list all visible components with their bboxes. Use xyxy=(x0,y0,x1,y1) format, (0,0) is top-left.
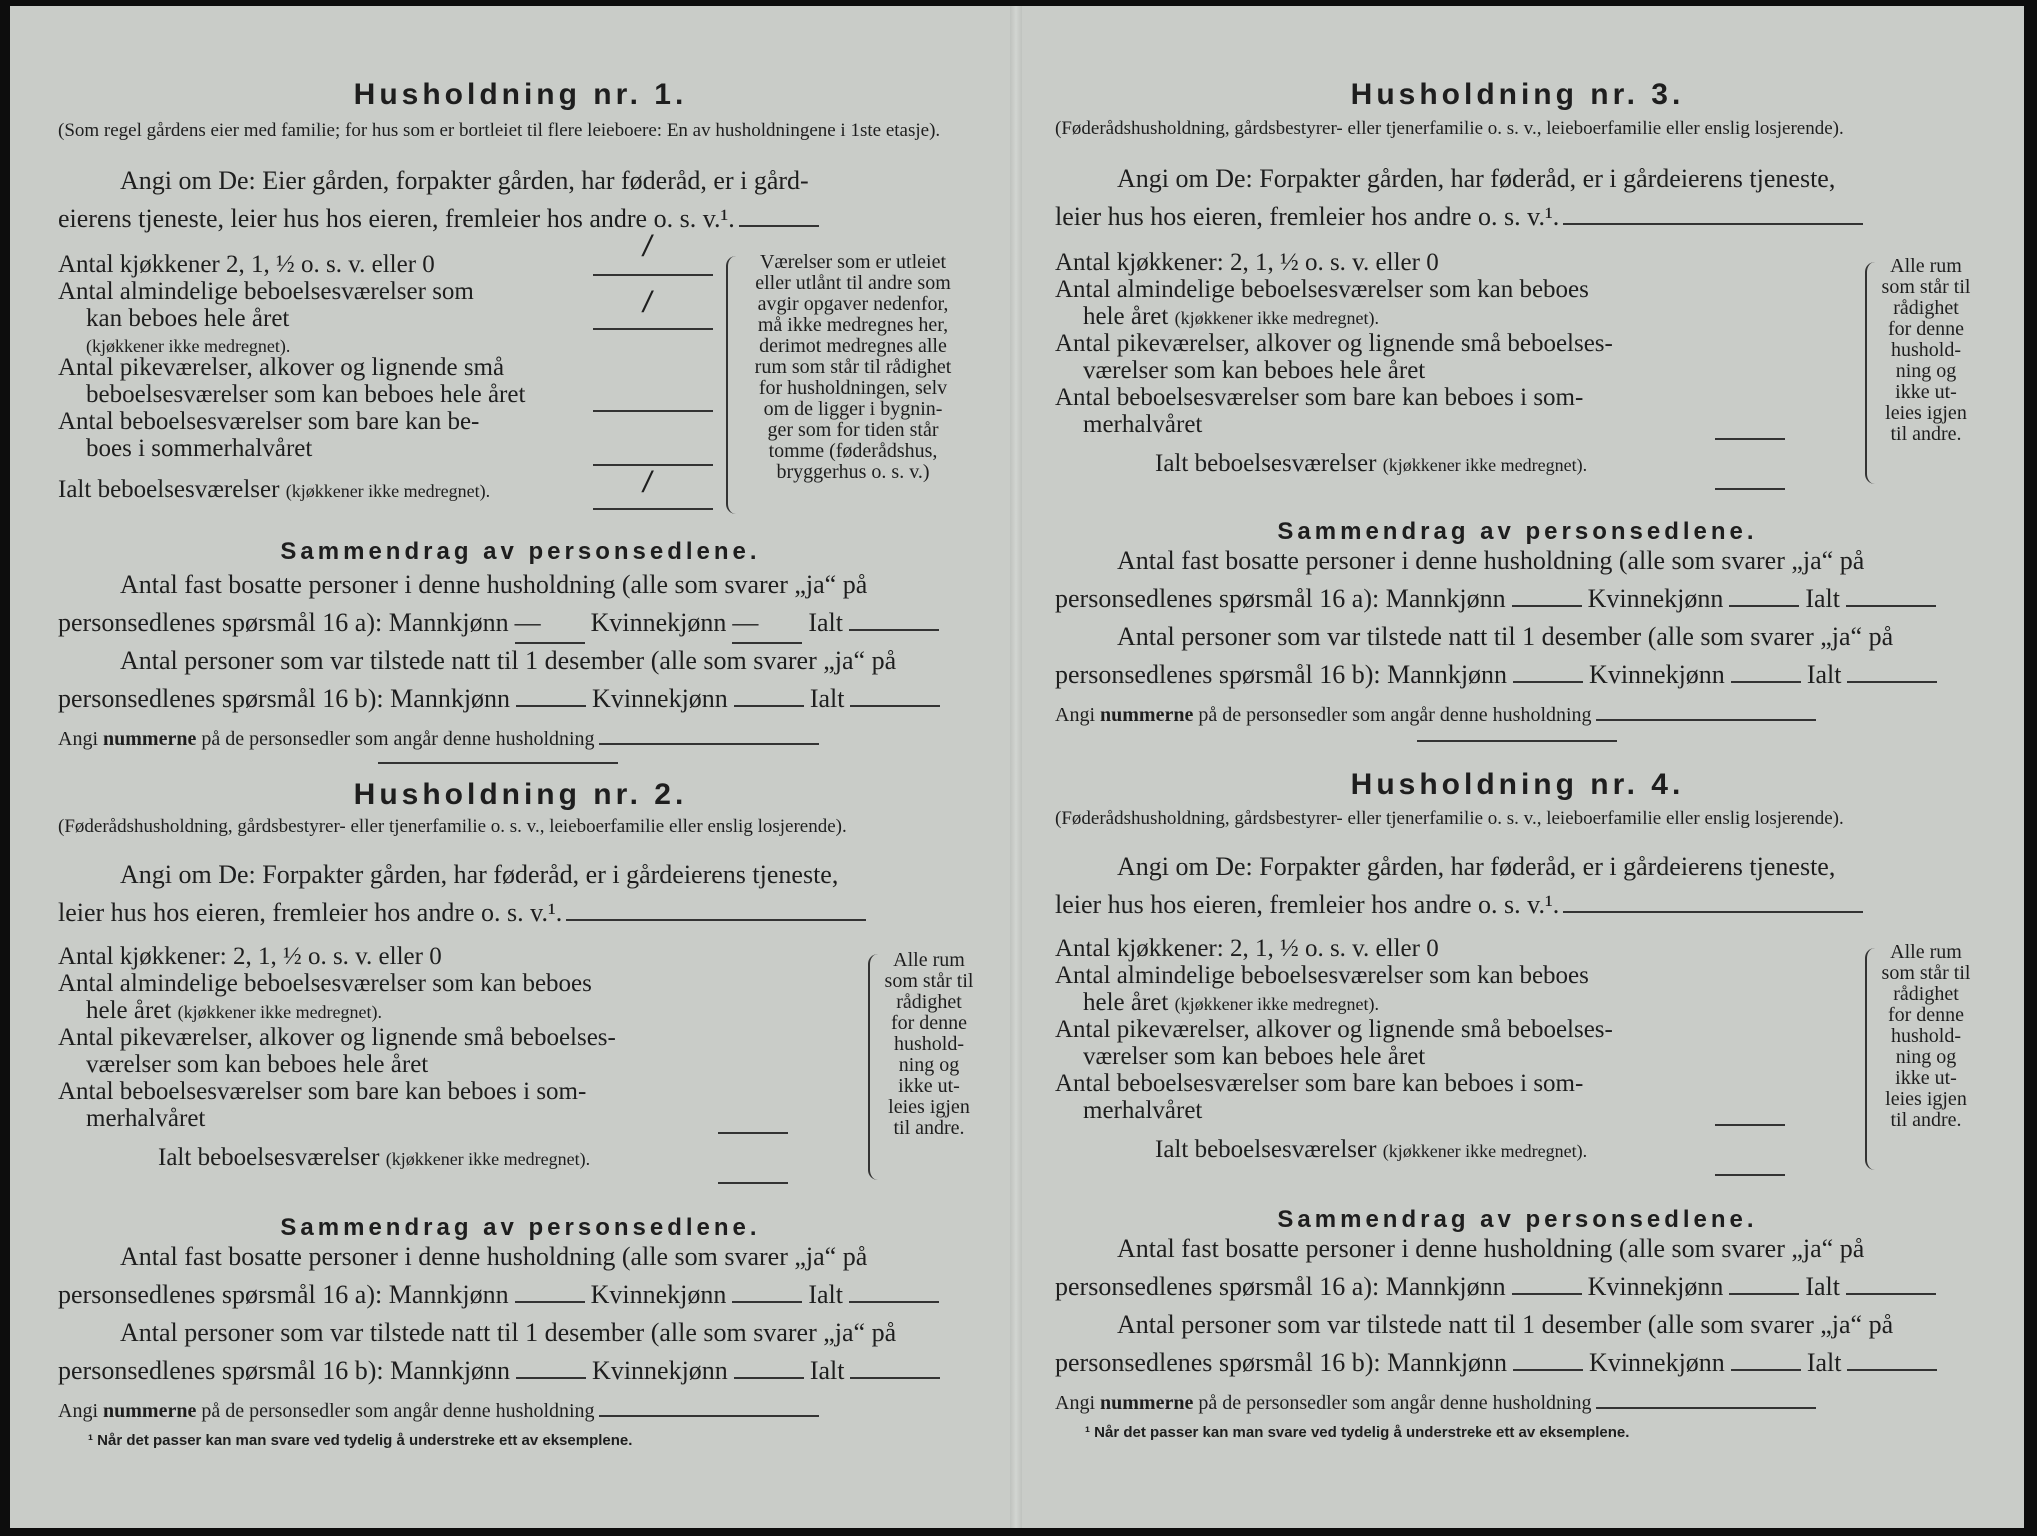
hh1-summary-title: Sammendrag av personsedlene. xyxy=(280,538,761,565)
hh1-title: Husholdning nr. 1. xyxy=(353,78,688,111)
hh4-summer-rooms-field[interactable] xyxy=(1715,1124,1785,1126)
hh4-a-total[interactable] xyxy=(1846,1293,1936,1295)
hh1-b-male[interactable] xyxy=(516,705,586,707)
hh2-b-female[interactable] xyxy=(734,1377,804,1379)
census-sheet xyxy=(10,6,2024,1528)
hh2-summary-title: Sammendrag av personsedlene. xyxy=(280,1214,761,1241)
hh3-b-total[interactable] xyxy=(1847,681,1937,683)
hh2-numbers-field[interactable] xyxy=(599,1413,819,1417)
hh2-summer-rooms-field[interactable] xyxy=(718,1132,788,1134)
hh4-summary-title: Sammendrag av personsedlene. xyxy=(1277,1206,1758,1233)
hh1-maid-rooms-label: Antal pikeværelser, alkover og lignende små xyxy=(58,354,505,381)
hh3-title: Husholdning nr. 3. xyxy=(1350,78,1685,111)
hh3-rooms: Antal kjøkkener: 2, 1, ½ o. s. v. eller 0 Antal almindelige beboelsesværelser som kan beboes hele året (kjøkkener ikke medregnet). Antal pikeværelser, alkover og lignende små beboelses- værelser som kan beboes hele året Antal beboelsesværelser som bare kan beboes i som- merhalvåret Ialt beboelsesværelser (kjøkkener ikke medregnet). xyxy=(1055,250,1695,478)
hh4-total-rooms-field[interactable] xyxy=(1715,1174,1785,1176)
hh1-ordinary-rooms-value: / xyxy=(643,286,652,319)
hh1-ordinary-rooms-label-cont: kan beboes hele året xyxy=(86,305,290,332)
hh4-summer-rooms-label: Antal beboelsesværelser som bare kan beboes i som- xyxy=(1055,1070,1584,1097)
hh1-numbers-line: Angi nummerne på de personsedler som angår denne husholdning xyxy=(58,728,819,751)
hh2-numbers-line: Angi nummerne på de personsedler som angår denne husholdning xyxy=(58,1400,819,1423)
hh2-total-rooms-field[interactable] xyxy=(718,1182,788,1184)
hh3-angi-blank[interactable] xyxy=(1563,221,1863,225)
hh2-kitchens-label: Antal kjøkkener: 2, 1, ½ o. s. v. eller 0 xyxy=(58,943,442,970)
hh3-a-total[interactable] xyxy=(1846,605,1936,607)
hh2-summary-a: Antal fast bosatte personer i denne husholdning (alle som svarer „ja“ på personsedlenes spørsmål 16 a): Mannkjønn Kvinnekjønn Ialt xyxy=(58,1238,983,1314)
center-fold xyxy=(1010,6,1022,1528)
hh2-a-total[interactable] xyxy=(849,1301,939,1303)
right-page xyxy=(1055,6,1971,1516)
hh2-rooms: Antal kjøkkener: 2, 1, ½ o. s. v. eller 0 Antal almindelige beboelsesværelser som kan beboes hele året (kjøkkener ikke medregnet). Antal pikeværelser, alkover og lignende små beboelses- værelser som kan beboes hele året Antal beboelsesværelser som bare kan beboes i som- merhalvåret Ialt beboelsesværelser (kjøkkener ikke medregnet). xyxy=(58,944,698,1172)
hh3-summary-b: Antal personer som var tilstede natt til 1 desember (alle som svarer „ja“ på personsedlenes spørsmål 16 b): Mannkjønn Kvinnekjønn Ialt xyxy=(1055,618,1980,694)
hh3-maid-rooms-label: Antal pikeværelser, alkover og lignende små beboelses- xyxy=(1055,330,1613,357)
hh1-a-male[interactable]: — xyxy=(515,604,585,644)
hh4-b-male[interactable] xyxy=(1513,1369,1583,1371)
hh2-title: Husholdning nr. 2. xyxy=(353,778,688,811)
hh2-a-female[interactable] xyxy=(732,1301,802,1303)
hh1-numbers-field[interactable] xyxy=(599,741,819,745)
hh3-angi: Angi om De: Forpakter gården, har føderåd, er i gårdeierens tjeneste, leier hus hos eieren, fremleier hos andre o. s. v.¹. xyxy=(1055,160,1980,236)
hh4-b-female[interactable] xyxy=(1731,1369,1801,1371)
hh4-summary-a: Antal fast bosatte personer i denne husholdning (alle som svarer „ja“ på personsedlenes spørsmål 16 a): Mannkjønn Kvinnekjønn Ialt xyxy=(1055,1230,1980,1306)
hh4-kitchens-label: Antal kjøkkener: 2, 1, ½ o. s. v. eller 0 xyxy=(1055,935,1439,962)
hh1-note: (Som regel gårdens eier med familie; for hus som er bortleiet til flere leieboere: En av husholdningene i 1ste etasje). xyxy=(58,120,941,141)
hh4-side-note: Alle rum som står til rådighet for denne hushold- ning og ikke ut- leies igjen til andre. xyxy=(1881,941,1971,1131)
hh1-brace xyxy=(726,256,738,514)
hh4-b-total[interactable] xyxy=(1847,1369,1937,1371)
hh4-angi-blank[interactable] xyxy=(1563,909,1863,913)
hh1-kitchens-field[interactable] xyxy=(593,274,713,276)
hh3-numbers-field[interactable] xyxy=(1596,717,1816,721)
hh1-summary-b: Antal personer som var tilstede natt til 1 desember (alle som svarer „ja“ på personsedlenes spørsmål 16 b): Mannkjønn Kvinnekjønn Ialt xyxy=(58,642,983,718)
hh1-rooms xyxy=(58,252,698,504)
hh1-ordinary-rooms-field[interactable] xyxy=(593,328,713,330)
hh4-numbers-field[interactable] xyxy=(1596,1405,1816,1409)
hh1-total-rooms-note: (kjøkkener ikke medregnet). xyxy=(285,481,491,501)
hh1-side-note: Værelser som er utleiet eller utlånt til andre som avgir opgaver nedenfor, må ikke medregnes her, derimot medregnes alle rum som står til rådighet for husholdningen, selv om de ligger i bygnin- ger som for tiden står tomme (føderådshus, bryggerhus o. s. v.) xyxy=(754,251,952,483)
hh1-angi-line1: Angi om De: Eier gården, forpakter gården, har føderåd, er i gård- xyxy=(120,166,809,195)
hh1-maid-rooms-label-cont: beboelsesværelser som kan beboes hele året xyxy=(86,381,526,408)
hh3-b-male[interactable] xyxy=(1513,681,1583,683)
hh1-summer-rooms-label: Antal beboelsesværelser som bare kan be- xyxy=(58,408,480,435)
hh3-a-female[interactable] xyxy=(1729,605,1799,607)
hh2-b-male[interactable] xyxy=(516,1377,586,1379)
footnote-left: ¹ Når det passer kan man svare ved tydelig å understreke ett av eksemplene. xyxy=(88,1432,633,1449)
hh2-ordinary-rooms-label: Antal almindelige beboelsesværelser som kan beboes xyxy=(58,970,592,997)
hh3-summer-rooms-field[interactable] xyxy=(1715,438,1785,440)
hh1-ordinary-rooms-label: Antal almindelige beboelsesværelser som xyxy=(58,278,474,305)
left-page xyxy=(58,6,974,1516)
hh1-summer-rooms-field[interactable] xyxy=(593,464,713,466)
hh1-total-rooms-field[interactable] xyxy=(593,508,713,510)
hh1-total-rooms-label: Ialt beboelsesværelser xyxy=(58,476,280,503)
hh4-rooms: Antal kjøkkener: 2, 1, ½ o. s. v. eller 0 Antal almindelige beboelsesværelser som kan beboes hele året (kjøkkener ikke medregnet). Antal pikeværelser, alkover og lignende små beboelses- værelser som kan beboes hele året Antal beboelsesværelser som bare kan beboes i som- merhalvåret Ialt beboelsesværelser (kjøkkener ikke medregnet). xyxy=(1055,936,1695,1164)
hh1-b-female[interactable] xyxy=(734,705,804,707)
hh3-a-male[interactable] xyxy=(1512,605,1582,607)
hh4-a-female[interactable] xyxy=(1729,1293,1799,1295)
hh1-total-rooms-value: / xyxy=(643,466,652,499)
hh1-a-total[interactable] xyxy=(849,629,939,631)
hh1-b-total[interactable] xyxy=(850,705,940,707)
hh4-ordinary-rooms-label: Antal almindelige beboelsesværelser som kan beboes xyxy=(1055,962,1589,989)
hh3-numbers-line: Angi nummerne på de personsedler som angår denne husholdning xyxy=(1055,704,1816,727)
hh4-a-male[interactable] xyxy=(1512,1293,1582,1295)
hh4-maid-rooms-label: Antal pikeværelser, alkover og lignende små beboelses- xyxy=(1055,1016,1613,1043)
hh2-angi: Angi om De: Forpakter gården, har føderåd, er i gårdeierens tjeneste, leier hus hos eieren, fremleier hos andre o. s. v.¹. xyxy=(58,856,983,932)
hh3-b-female[interactable] xyxy=(1731,681,1801,683)
hh4-angi: Angi om De: Forpakter gården, har føderåd, er i gårdeierens tjeneste, leier hus hos eieren, fremleier hos andre o. s. v.¹. xyxy=(1055,848,1980,924)
hh1-angi xyxy=(58,162,983,238)
hh3-summary-title: Sammendrag av personsedlene. xyxy=(1277,518,1758,545)
hh1-angi-line2: eierens tjeneste, leier hus hos eieren, fremleier hos andre o. s. v.¹. xyxy=(58,204,735,233)
hh1-kitchens-label: Antal kjøkkener 2, 1, ½ o. s. v. eller 0 xyxy=(58,251,435,278)
hh2-summary-b: Antal personer som var tilstede natt til 1 desember (alle som svarer „ja“ på personsedlenes spørsmål 16 b): Mannkjønn Kvinnekjønn Ialt xyxy=(58,1314,983,1390)
hh2-note: (Føderådshusholdning, gårdsbestyrer- eller tjenerfamilie o. s. v., leieboerfamilie eller enslig losjerende). xyxy=(58,816,847,837)
hh1-maid-rooms-field[interactable] xyxy=(593,410,713,412)
hh2-maid-rooms-label: Antal pikeværelser, alkover og lignende små beboelses- xyxy=(58,1024,616,1051)
hh4-title: Husholdning nr. 4. xyxy=(1350,768,1685,801)
hh3-side-note: Alle rum som står til rådighet for denne hushold- ning og ikke ut- leies igjen til andre. xyxy=(1881,255,1971,445)
hh1-kitchens-value: / xyxy=(643,230,652,263)
hh3-total-rooms-field[interactable] xyxy=(1715,488,1785,490)
hh1-summer-rooms-label-cont: boes i sommerhalvåret xyxy=(86,435,313,462)
hh4-note: (Føderådshusholdning, gårdsbestyrer- eller tjenerfamilie o. s. v., leieboerfamilie eller enslig losjerende). xyxy=(1055,808,1844,829)
hh2-side-note: Alle rum som står til rådighet for denne hushold- ning og ikke ut- leies igjen til andre. xyxy=(884,949,974,1139)
hh4-summary-b: Antal personer som var tilstede natt til 1 desember (alle som svarer „ja“ på personsedlenes spørsmål 16 b): Mannkjønn Kvinnekjønn Ialt xyxy=(1055,1306,1980,1382)
hh3-summer-rooms-label: Antal beboelsesværelser som bare kan beboes i som- xyxy=(1055,384,1584,411)
hh3-separator xyxy=(1417,740,1617,742)
hh2-a-male[interactable] xyxy=(515,1301,585,1303)
hh2-summer-rooms-label: Antal beboelsesværelser som bare kan beboes i som- xyxy=(58,1078,587,1105)
footnote-right: ¹ Når det passer kan man svare ved tydelig å understreke ett av eksemplene. xyxy=(1085,1424,1630,1441)
hh2-b-total[interactable] xyxy=(850,1377,940,1379)
hh1-ordinary-rooms-note: (kjøkkener ikke medregnet). xyxy=(86,336,291,356)
hh3-ordinary-rooms-label: Antal almindelige beboelsesværelser som kan beboes xyxy=(1055,276,1589,303)
hh4-numbers-line: Angi nummerne på de personsedler som angår denne husholdning xyxy=(1055,1392,1816,1415)
hh2-angi-blank[interactable] xyxy=(566,917,866,921)
hh1-summary-a: Antal fast bosatte personer i denne husholdning (alle som svarer „ja“ på personsedlenes spørsmål 16 a): Mannkjønn — Kvinnekjønn — Ialt xyxy=(58,566,983,644)
hh3-summary-a: Antal fast bosatte personer i denne husholdning (alle som svarer „ja“ på personsedlenes spørsmål 16 a): Mannkjønn Kvinnekjønn Ialt xyxy=(1055,542,1980,618)
hh3-note: (Føderådshusholdning, gårdsbestyrer- eller tjenerfamilie o. s. v., leieboerfamilie eller enslig losjerende). xyxy=(1055,118,1844,139)
hh1-angi-blank[interactable] xyxy=(739,223,819,227)
hh1-separator xyxy=(378,762,618,764)
hh3-kitchens-label: Antal kjøkkener: 2, 1, ½ o. s. v. eller 0 xyxy=(1055,249,1439,276)
hh1-a-female[interactable]: — xyxy=(732,604,802,644)
